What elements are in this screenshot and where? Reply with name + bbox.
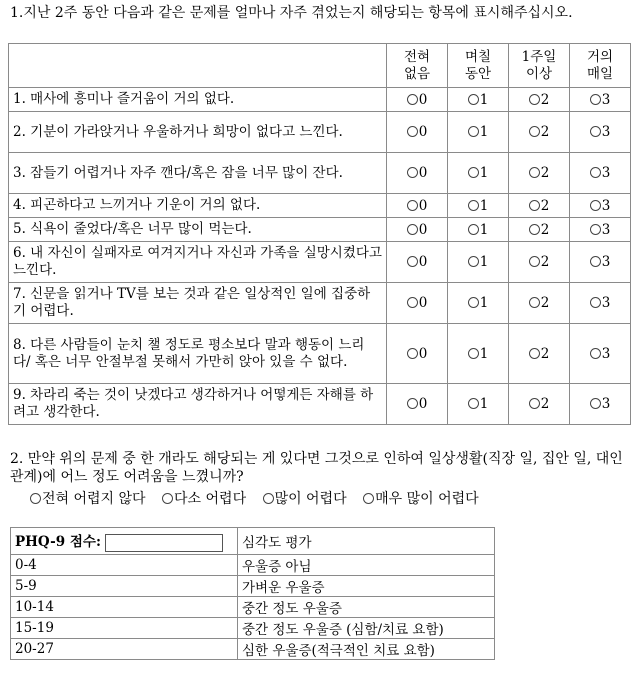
item-text: 9. 차라리 죽는 것이 낫겠다고 생각하거나 어떻게든 자해를 하려고 생각한다. [9,384,387,425]
radio-icon[interactable] [468,126,479,137]
option-1[interactable]: 1 [448,112,509,153]
option-2[interactable]: 2 [509,283,570,324]
item-text: 6. 내 자신이 실패자로 여겨지거나 자신과 가족을 실망시켰다고 느낀다. [9,242,387,283]
option-3[interactable]: 3 [570,194,631,218]
severity-header: 심각도 평가 [238,528,495,555]
score-severity: 심한 우울증(적극적인 치료 요함) [238,639,495,660]
header-over-week: 1주일 이상 [509,44,570,88]
question-2-title: 2. 만약 위의 문제 중 한 개라도 해당되는 게 있다면 그것으로 인하여 일상생활(직장 일, 집안 일, 대인관계)에 어느 정도 어려움을 느꼈니까? [10,451,623,485]
option-0[interactable]: 0 [387,283,448,324]
radio-icon[interactable] [529,348,540,359]
table-row [9,153,631,194]
option-1[interactable]: 1 [448,384,509,425]
radio-icon[interactable] [30,493,41,504]
radio-icon[interactable] [468,167,479,178]
option-0[interactable]: 0 [387,194,448,218]
radio-icon[interactable] [407,200,418,211]
table-row [11,597,495,618]
radio-icon[interactable] [468,398,479,409]
option-3[interactable]: 3 [570,218,631,242]
radio-icon[interactable] [590,94,601,105]
item-text: 7. 신문을 읽거나 TV를 보는 것과 같은 일상적인 일에 집중하기 어렵다. [9,283,387,324]
radio-icon[interactable] [529,94,540,105]
radio-icon[interactable] [468,200,479,211]
option-1[interactable]: 1 [448,324,509,384]
option-3[interactable]: 3 [570,384,631,425]
option-2[interactable]: 2 [509,88,570,112]
item-text: 1. 매사에 흥미나 즐거움이 거의 없다. [9,88,387,112]
option-3[interactable]: 3 [570,324,631,384]
q2-option-very-difficult[interactable]: 많이 어렵다 [263,491,347,507]
table-row [9,218,631,242]
radio-icon[interactable] [407,126,418,137]
table-row [11,639,495,660]
question-1-title: 1.지난 2주 동안 다음과 같은 문제를 얼마나 자주 겪었는지 해당되는 항목에 표시해주십시오. [10,5,573,21]
option-0[interactable]: 0 [387,218,448,242]
option-2[interactable]: 2 [509,112,570,153]
option-2[interactable]: 2 [509,194,570,218]
option-3[interactable]: 3 [570,242,631,283]
table-row [9,242,631,283]
option-2[interactable]: 2 [509,242,570,283]
option-3[interactable]: 3 [570,153,631,194]
radio-icon[interactable] [529,126,540,137]
radio-icon[interactable] [529,224,540,235]
score-label: PHQ-9 점수: [15,534,101,551]
score-range: 20-27 [11,639,238,660]
radio-icon[interactable] [407,224,418,235]
radio-icon[interactable] [468,297,479,308]
item-text: 8. 다른 사람들이 눈치 챌 정도로 평소보다 말과 행동이 느리다/ 혹은 너무 안절부절 못해서 가만히 앉아 있을 수 없다. [9,324,387,384]
radio-icon[interactable] [529,297,540,308]
radio-icon[interactable] [590,167,601,178]
radio-icon[interactable] [468,94,479,105]
table-row [9,283,631,324]
table-header-row [9,44,631,88]
table-row [9,112,631,153]
radio-icon[interactable] [590,398,601,409]
header-blank [9,44,387,88]
option-2[interactable]: 2 [509,218,570,242]
radio-icon[interactable] [590,200,601,211]
radio-icon[interactable] [590,297,601,308]
item-text: 5. 식욕이 줄었다/혹은 너무 많이 먹는다. [9,218,387,242]
option-2[interactable]: 2 [509,384,570,425]
question-1-table [8,43,631,425]
radio-icon[interactable] [162,493,173,504]
option-0[interactable]: 0 [387,242,448,283]
radio-icon[interactable] [590,126,601,137]
table-row [11,618,495,639]
table-row [11,576,495,597]
item-text: 4. 피곤하다고 느끼거나 기운이 거의 없다. [9,194,387,218]
option-1[interactable]: 1 [448,153,509,194]
radio-icon[interactable] [407,348,418,359]
option-1[interactable]: 1 [448,88,509,112]
q2-option-somewhat-difficult[interactable]: 다소 어렵다 [162,491,246,507]
item-text: 3. 잠들기 어렵거나 자주 깬다/혹은 잠을 너무 많이 잔다. [9,153,387,194]
radio-icon[interactable] [407,297,418,308]
score-range: 10-14 [11,597,238,618]
option-0[interactable]: 0 [387,112,448,153]
score-severity: 중간 정도 우울증 (심함/치료 요함) [238,618,495,639]
score-range: 5-9 [11,576,238,597]
radio-icon[interactable] [529,398,540,409]
score-input[interactable] [105,534,223,552]
score-table [10,527,495,660]
table-row [9,324,631,384]
option-3[interactable]: 3 [570,112,631,153]
radio-icon[interactable] [407,167,418,178]
score-severity: 중간 정도 우울증 [238,597,495,618]
score-severity: 우울증 아님 [238,555,495,576]
header-several-days: 며칠 동안 [448,44,509,88]
radio-icon[interactable] [468,348,479,359]
option-1[interactable]: 1 [448,218,509,242]
score-severity: 가벼운 우울증 [238,576,495,597]
option-2[interactable]: 2 [509,153,570,194]
table-row [9,194,631,218]
radio-icon[interactable] [529,167,540,178]
q2-option-extremely-difficult[interactable]: 매우 많이 어렵다 [363,491,479,507]
score-range: 15-19 [11,618,238,639]
score-label-cell [11,528,238,555]
radio-icon[interactable] [363,493,374,504]
option-0[interactable]: 0 [387,153,448,194]
table-row [11,555,495,576]
score-range: 0-4 [11,555,238,576]
radio-icon[interactable] [263,493,274,504]
radio-icon[interactable] [529,256,540,267]
option-2[interactable]: 2 [509,324,570,384]
question-2-options [30,488,491,508]
radio-icon[interactable] [468,256,479,267]
radio-icon[interactable] [590,224,601,235]
table-row [9,384,631,425]
option-1[interactable]: 1 [448,194,509,218]
option-3[interactable]: 3 [570,88,631,112]
radio-icon[interactable] [407,256,418,267]
option-0[interactable]: 0 [387,324,448,384]
radio-icon[interactable] [407,94,418,105]
header-nearly-every-day: 거의 매일 [570,44,631,88]
option-1[interactable]: 1 [448,242,509,283]
option-3[interactable]: 3 [570,283,631,324]
option-0[interactable]: 0 [387,384,448,425]
header-never: 전혀 없음 [387,44,448,88]
table-row [9,88,631,112]
item-text: 2. 기분이 가라앉거나 우울하거나 희망이 없다고 느낀다. [9,112,387,153]
radio-icon[interactable] [407,398,418,409]
option-1[interactable]: 1 [448,283,509,324]
score-header-row [11,528,495,555]
radio-icon[interactable] [590,256,601,267]
radio-icon[interactable] [590,348,601,359]
radio-icon[interactable] [529,200,540,211]
q2-option-not-difficult[interactable]: 전혀 어렵지 않다 [30,491,146,507]
option-0[interactable]: 0 [387,88,448,112]
radio-icon[interactable] [468,224,479,235]
